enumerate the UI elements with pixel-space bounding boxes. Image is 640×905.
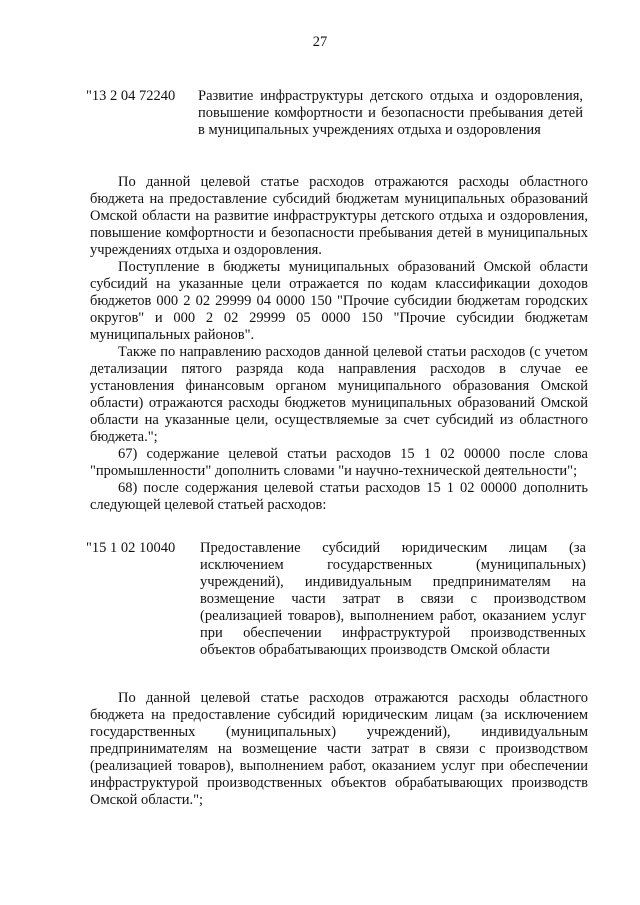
- body-text-2: [90, 690, 588, 809]
- paragraph: Поступление в бюджеты муниципальных образований Омской области субсидий на указанные цели отражается по кодам классификации доходов бюджетов 000 2 02 29999 04 0000 150 "Прочие субсидии бюджетам городских округов" и 000 2 02 29999 05 0000 150 "Прочие субсидии бюджетам муниципальных районов".: [90, 259, 588, 343]
- body-text-1: [90, 174, 588, 514]
- article-code: "15 1 02 10040: [86, 540, 176, 556]
- paragraph: Также по направлению расходов данной целевой статьи расходов (с учетом детализации пятого разряда кода направления расходов в случае ее установления финансовым органом муниципального образования Омской области) отражаются расходы бюджетов муниципальных образований Омской области на указанные цели, осуществляемые за счет субсидий из областного бюджета.";: [90, 344, 588, 445]
- target-article-13-2-04-72240: [86, 88, 583, 139]
- article-description: Развитие инфраструктуры детского отдыха и оздоровления, повышение комфортности и безопасности пребывания детей в муниципальных учреждениях отдыха и оздоровления: [198, 88, 583, 138]
- paragraph: 67) содержание целевой статьи расходов 15 1 02 00000 после слова "промышленности" дополнить словами "и научно-технической деятельности";: [90, 446, 588, 479]
- paragraph: По данной целевой статье расходов отражаются расходы областного бюджета на предоставление субсидий бюджетам муниципальных образований Омской области на развитие инфраструктуры детского отдыха и оздоровления, повышение комфортности и безопасности пребывания детей в муниципальных учреждениях отдыха и оздоровления.: [90, 174, 588, 258]
- paragraph: 68) после содержания целевой статьи расходов 15 1 02 00000 дополнить следующей целевой статьей расходов:: [90, 480, 588, 513]
- article-code: "13 2 04 72240: [86, 88, 176, 104]
- article-description: Предоставление субсидий юридическим лицам (за исключением государственных (муниципальных) учреждений), индивидуальным предпринимателям на возмещение части затрат в связи с производством (реализацией товаров), выполнением работ, оказанием услуг при обеспечении инфраструктурой производственных объектов обрабатывающих производств Омской области: [200, 540, 586, 658]
- paragraph: По данной целевой статье расходов отражаются расходы областного бюджета на предоставление субсидий юридическим лицам (за исключением государственных (муниципальных) учреждений), индивидуальным предпринимателям на возмещение части затрат в связи с производством (реализацией товаров), выполнением работ, оказанием услуг при обеспечении инфраструктурой производственных объектов обрабатывающих производств Омской области.";: [90, 690, 588, 808]
- page-number: 27: [312, 34, 328, 50]
- target-article-15-1-02-10040: [86, 540, 586, 659]
